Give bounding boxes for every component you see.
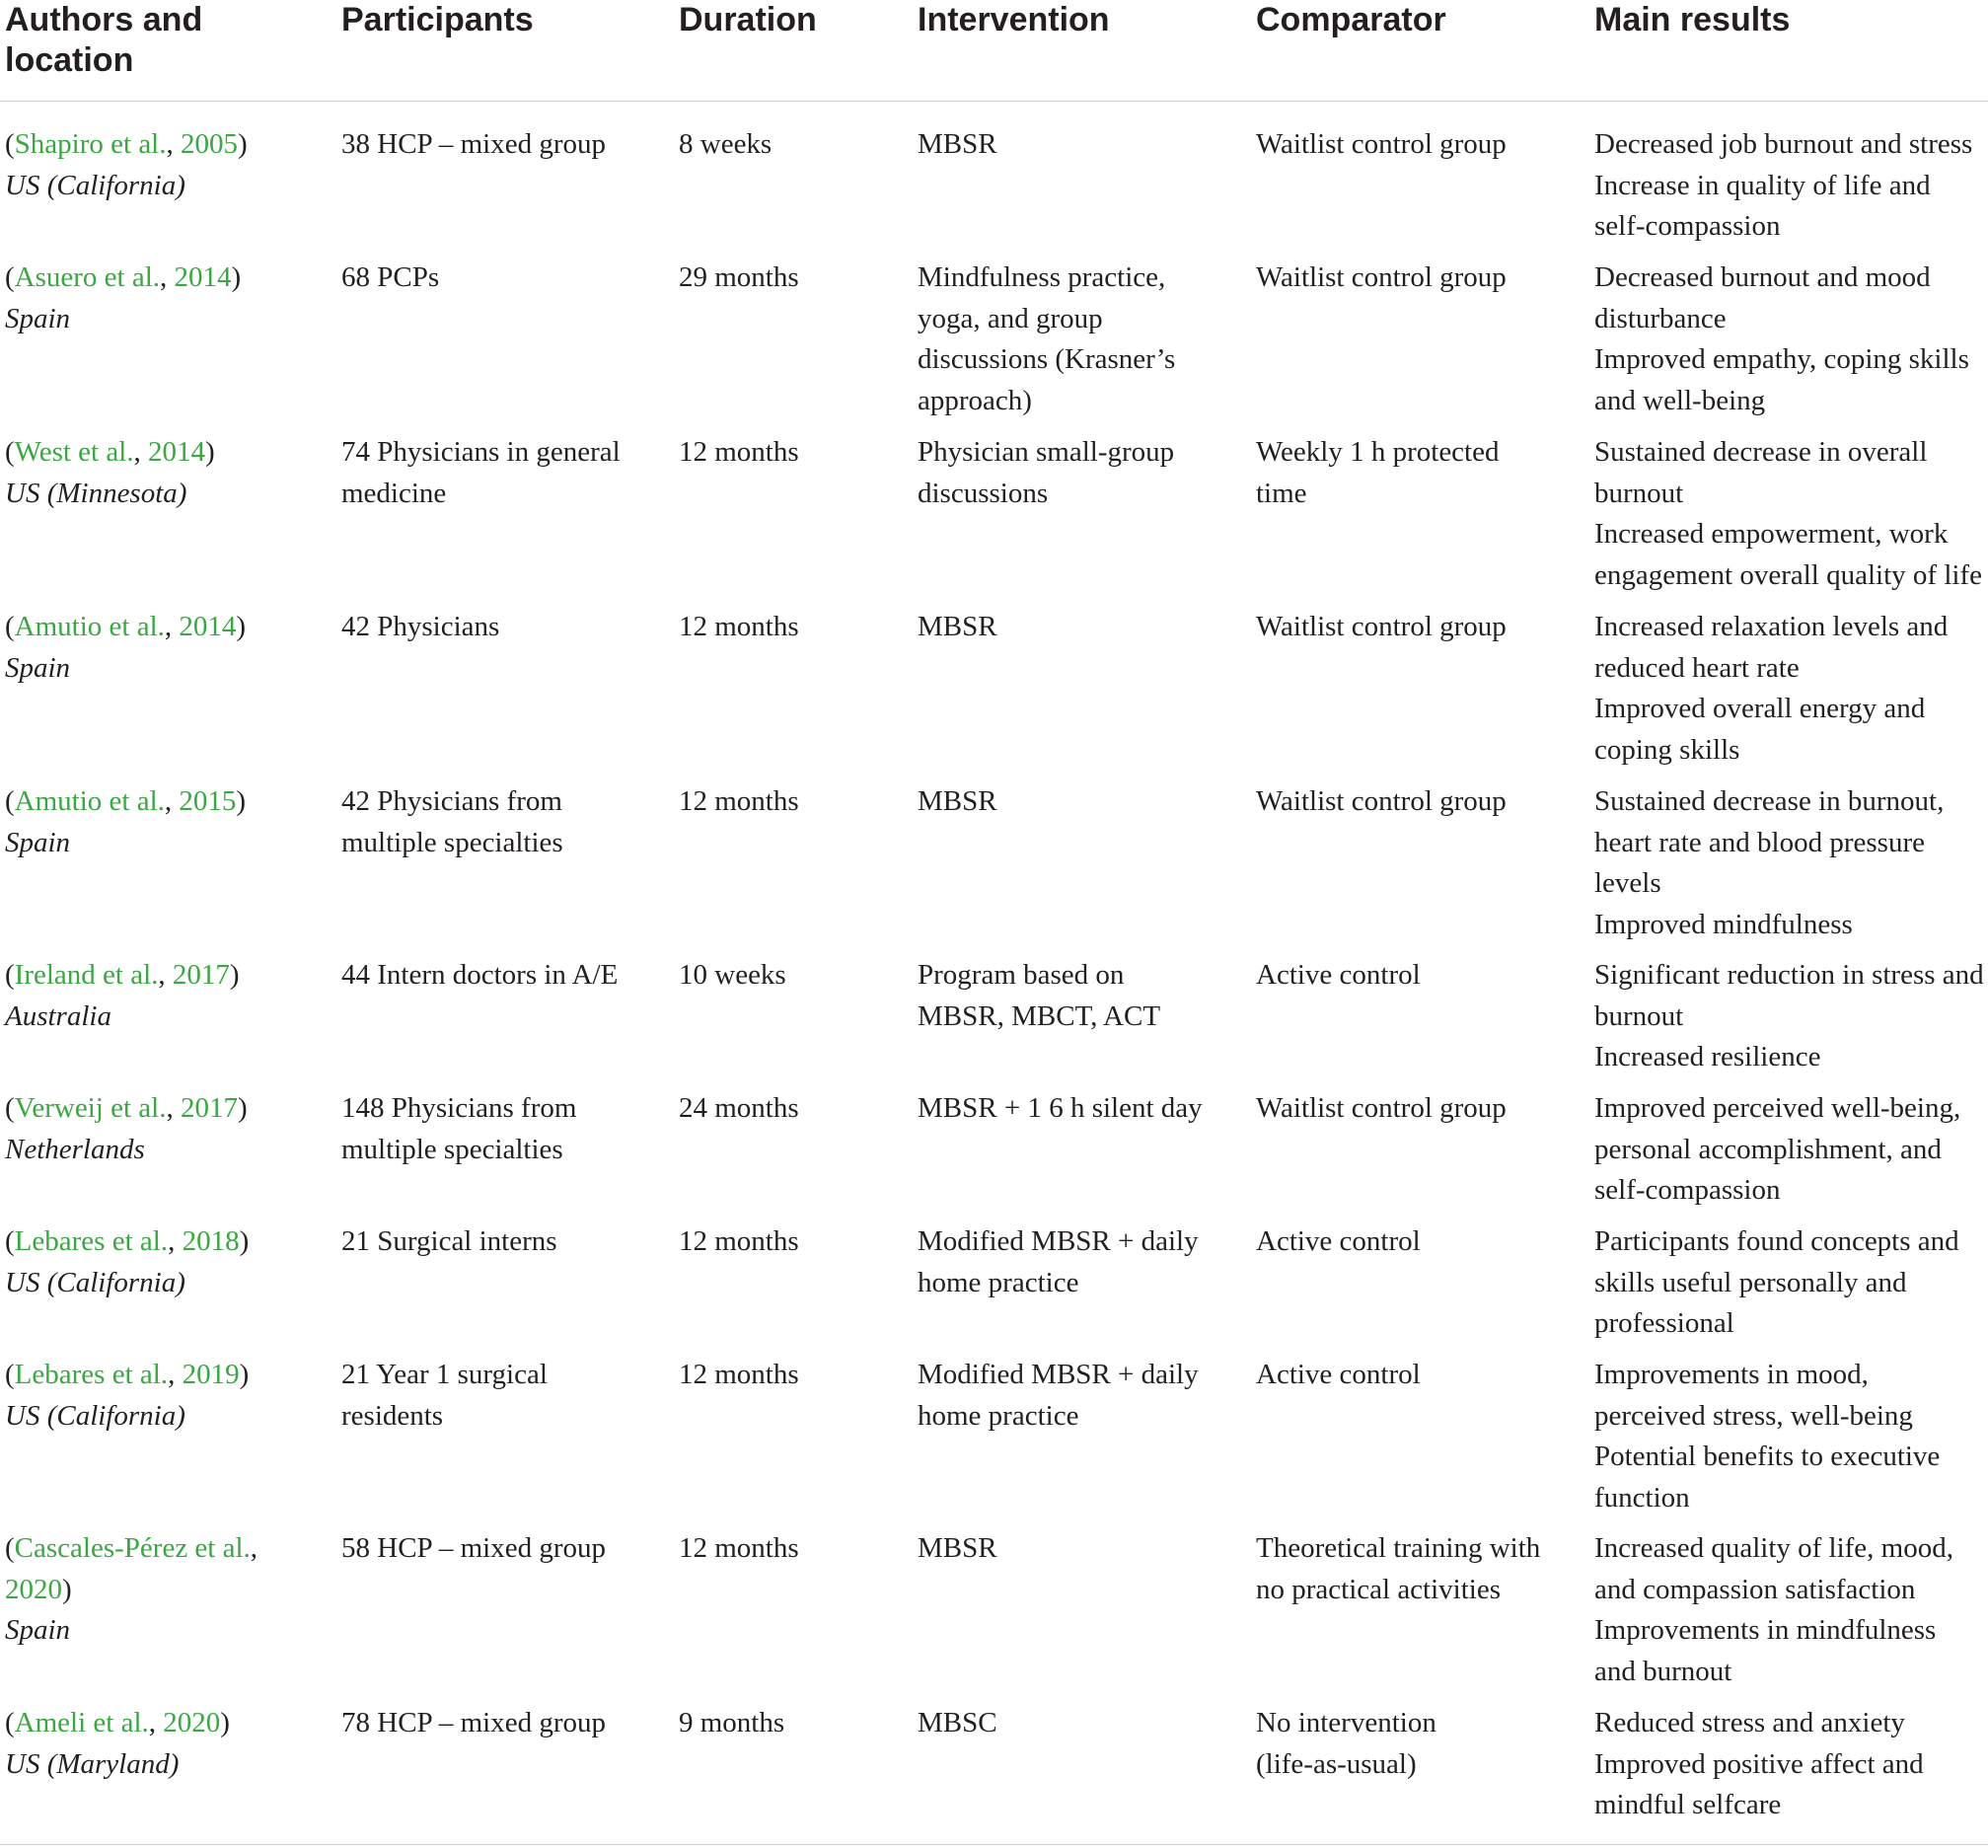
intervention-cell-line: Modified MBSR + daily — [918, 1359, 1199, 1390]
participants-cell-line: 148 Physicians from — [341, 1092, 577, 1124]
citation-year-link[interactable]: 2017 — [180, 1092, 238, 1124]
results-cell-line: Increased empowerment, work — [1594, 518, 1949, 550]
comparator-cell-line: no practical activities — [1256, 1573, 1502, 1605]
citation-year-link[interactable]: 2020 — [163, 1707, 221, 1738]
intervention-cell-line: MBSR — [918, 128, 997, 160]
location: Netherlands — [5, 1133, 145, 1165]
citation-author-link[interactable]: Lebares et al. — [14, 1225, 169, 1257]
author-cell — [5, 955, 331, 1037]
citation-separator: , — [168, 1225, 183, 1257]
participants-cell-line: 68 PCPs — [341, 261, 440, 293]
citation-separator: , — [164, 785, 180, 817]
results-cell-line: Decreased burnout and mood — [1594, 261, 1931, 293]
intervention-cell-line: MBSR, MBCT, ACT — [918, 999, 1161, 1032]
results-cell-line: Improved positive affect and — [1594, 1747, 1924, 1780]
intervention-cell — [918, 1221, 1243, 1303]
results-cell-line: self-compassion — [1594, 1174, 1781, 1206]
citation-author-link[interactable]: Shapiro et al. — [14, 128, 167, 160]
header-authors — [5, 0, 331, 81]
comparator-cell — [1256, 124, 1582, 166]
citation-paren: ( — [5, 128, 15, 160]
intervention-cell-line: discussions (Krasner’s — [918, 343, 1176, 375]
results-cell-line: burnout — [1594, 477, 1684, 509]
citation-line — [5, 1703, 331, 1744]
results-cell-line: and burnout — [1594, 1655, 1732, 1687]
comparator-cell-line: (life-as-usual) — [1256, 1747, 1417, 1780]
comparator-cell-line: time — [1256, 477, 1307, 509]
results-cell-line: personal accomplishment, and — [1594, 1133, 1942, 1165]
results-cell-line: Improved mindfulness — [1594, 908, 1853, 940]
citation-author-link[interactable]: Ameli et al. — [14, 1707, 149, 1738]
author-cell — [5, 607, 331, 689]
citation-line — [5, 1355, 331, 1396]
intervention-cell-line: discussions — [918, 477, 1049, 509]
citation-year-link[interactable]: 2017 — [172, 959, 230, 991]
header-authors-line: Authors and — [5, 1, 203, 38]
location: US (California) — [5, 1266, 185, 1298]
participants-cell-line: 58 HCP – mixed group — [341, 1532, 606, 1564]
intervention-cell-line: MBSR — [918, 1532, 997, 1564]
results-cell-line: Improved empathy, coping skills — [1594, 343, 1969, 375]
results-cell-line: Participants found concepts and — [1594, 1225, 1959, 1257]
author-cell — [5, 1703, 331, 1785]
citation-paren: ( — [5, 261, 15, 293]
participants-cell — [341, 1528, 667, 1570]
duration-cell — [679, 1221, 906, 1263]
participants-cell-line: 44 Intern doctors in A/E — [341, 959, 619, 991]
citation-paren: ) — [236, 611, 247, 642]
participants-cell — [341, 1703, 667, 1744]
comparator-cell — [1256, 1088, 1582, 1130]
results-cell-line: Increased resilience — [1594, 1041, 1821, 1072]
results-cell-line: Increased relaxation levels and — [1594, 611, 1949, 642]
duration-cell — [679, 1528, 906, 1570]
citation-line — [5, 781, 331, 823]
participants-cell-line: medicine — [341, 477, 447, 509]
author-cell — [5, 1088, 331, 1170]
table-header — [0, 0, 1988, 103]
results-cell-line: Sustained decrease in overall — [1594, 436, 1928, 468]
citation-author-link[interactable]: Amutio et al. — [14, 611, 165, 642]
citation-year-link[interactable]: 2019 — [182, 1359, 240, 1390]
participants-cell — [341, 1088, 667, 1170]
citation-line — [5, 1088, 331, 1130]
header-main-results: Main results — [1594, 1, 1791, 38]
participants-cell-line: 78 HCP – mixed group — [341, 1707, 606, 1738]
intervention-cell — [918, 607, 1243, 648]
duration-cell-line: 29 months — [679, 261, 799, 293]
duration-cell — [679, 781, 906, 823]
results-cell-line: Improvements in mood, — [1594, 1359, 1869, 1390]
comparator-cell — [1256, 258, 1582, 299]
results-cell-line: and compassion satisfaction — [1594, 1573, 1916, 1605]
results-cell-line: heart rate and blood pressure — [1594, 826, 1925, 858]
comparator-cell-line: Waitlist control group — [1256, 261, 1507, 293]
citation-separator: , — [166, 128, 181, 160]
results-cell-line: function — [1594, 1481, 1690, 1514]
duration-cell-line: 12 months — [679, 1359, 799, 1390]
results-cell-line: perceived stress, well-being — [1594, 1399, 1913, 1432]
participants-cell — [341, 781, 667, 863]
intervention-cell — [918, 124, 1243, 166]
results-cell-line: Improvements in mindfulness — [1594, 1614, 1937, 1646]
comparator-cell-line: Waitlist control group — [1256, 1092, 1507, 1124]
comparator-cell-line: Waitlist control group — [1256, 785, 1507, 817]
results-cell — [1594, 124, 1984, 248]
results-cell — [1594, 955, 1984, 1078]
results-cell — [1594, 1355, 1984, 1518]
citation-line — [5, 432, 331, 474]
participants-cell-line: residents — [341, 1399, 444, 1432]
intervention-cell-line: MBSR + 1 6 h silent day — [918, 1092, 1203, 1124]
comparator-cell-line: Active control — [1256, 1225, 1421, 1257]
comparator-cell-line: Active control — [1256, 959, 1421, 991]
citation-paren: ) — [236, 785, 247, 817]
participants-cell-line: 21 Surgical interns — [341, 1225, 557, 1257]
participants-cell — [341, 1355, 667, 1437]
participants-cell — [341, 1221, 667, 1263]
intervention-cell — [918, 1703, 1243, 1744]
author-cell — [5, 432, 331, 514]
comparator-cell — [1256, 1221, 1582, 1263]
duration-cell-line: 9 months — [679, 1707, 785, 1738]
citation-author-link[interactable]: Asuero et al. — [14, 261, 161, 293]
intervention-cell — [918, 1528, 1243, 1570]
duration-cell — [679, 432, 906, 474]
citation-author-link[interactable]: Lebares et al. — [14, 1359, 169, 1390]
citation-paren: ( — [5, 1092, 15, 1124]
intervention-cell — [918, 1088, 1243, 1130]
citation-line — [5, 1221, 331, 1263]
author-cell — [5, 1355, 331, 1437]
citation-paren: ) — [231, 261, 242, 293]
citation-separator: , — [133, 436, 149, 468]
comparator-cell-line: Active control — [1256, 1359, 1421, 1390]
results-cell-line: Improved overall energy and — [1594, 693, 1926, 724]
location: Australia — [5, 999, 111, 1032]
results-cell-line: mindful selfcare — [1594, 1789, 1782, 1820]
intervention-cell — [918, 1355, 1243, 1437]
comparator-cell — [1256, 1355, 1582, 1396]
location: US (Minnesota) — [5, 477, 187, 509]
results-cell-line: Increase in quality of life and — [1594, 169, 1931, 201]
citation-separator: , — [160, 261, 175, 293]
results-cell — [1594, 607, 1984, 771]
intervention-cell — [918, 432, 1243, 514]
header-authors-line: location — [5, 41, 134, 79]
intervention-cell — [918, 781, 1243, 823]
participants-cell-line: 74 Physicians in general — [341, 436, 621, 468]
citation-line — [5, 1528, 331, 1570]
intervention-cell-line: MBSC — [918, 1707, 997, 1738]
location: US (California) — [5, 1399, 185, 1432]
location: US (California) — [5, 169, 185, 201]
participants-cell-line: 38 HCP – mixed group — [341, 128, 606, 160]
duration-cell-line: 10 weeks — [679, 959, 786, 991]
citation-paren: ( — [5, 1707, 15, 1738]
citation-year-link[interactable]: 2014 — [148, 436, 206, 468]
header-rule — [0, 101, 1988, 102]
duration-cell — [679, 124, 906, 166]
intervention-cell-line: Program based on — [918, 959, 1125, 991]
citation-line — [5, 955, 331, 997]
duration-cell — [679, 1355, 906, 1396]
citation-author-link[interactable]: Ireland et al. — [14, 959, 159, 991]
results-cell-line: reduced heart rate — [1594, 651, 1800, 684]
citation-paren: ) — [229, 959, 240, 991]
location: Spain — [5, 651, 71, 684]
duration-cell-line: 8 weeks — [679, 128, 773, 160]
citation-separator: , — [164, 611, 180, 642]
citation-paren: ( — [5, 785, 15, 817]
location: Spain — [5, 302, 71, 334]
participants-cell-line: multiple specialties — [341, 826, 563, 858]
header-duration: Duration — [679, 1, 817, 38]
duration-cell-line: 12 months — [679, 1225, 799, 1257]
citation-year-link[interactable]: 2014 — [174, 261, 232, 293]
intervention-cell-line: Physician small-group — [918, 436, 1175, 468]
results-cell-line: Improved perceived well-being, — [1594, 1092, 1961, 1124]
citation-paren: ( — [5, 1225, 15, 1257]
citation-paren: ( — [5, 611, 15, 642]
results-cell — [1594, 258, 1984, 421]
citation-separator: , — [148, 1707, 164, 1738]
results-cell-line: engagement overall quality of life — [1594, 558, 1982, 591]
intervention-cell-line: home practice — [918, 1266, 1079, 1298]
duration-cell-line: 12 months — [679, 785, 799, 817]
results-cell — [1594, 781, 1984, 945]
intervention-cell-line: home practice — [918, 1399, 1079, 1432]
participants-cell-line: 42 Physicians — [341, 611, 500, 642]
results-cell-line: self-compassion — [1594, 210, 1781, 242]
participants-cell-line: 21 Year 1 surgical — [341, 1359, 548, 1390]
citation-paren: ) — [237, 1092, 248, 1124]
citation-author-link[interactable]: West et al. — [14, 436, 134, 468]
results-cell-line: and well-being — [1594, 384, 1766, 416]
comparator-cell-line: No intervention — [1256, 1707, 1436, 1738]
citation-paren: ( — [5, 436, 15, 468]
citation-author-link[interactable]: Cascales-Pérez et al. — [14, 1532, 251, 1564]
intervention-cell — [918, 955, 1243, 1037]
intervention-cell-line: Modified MBSR + daily — [918, 1225, 1199, 1257]
duration-cell-line: 12 months — [679, 611, 799, 642]
header-intervention: Intervention — [918, 1, 1110, 38]
duration-cell — [679, 607, 906, 648]
results-cell — [1594, 1221, 1984, 1345]
header-participants: Participants — [341, 1, 534, 38]
comparator-cell — [1256, 1528, 1582, 1610]
citation-separator: , — [168, 1359, 183, 1390]
citation-separator: , — [250, 1532, 258, 1564]
intervention-cell-line: approach) — [918, 384, 1032, 416]
bottom-rule — [0, 1844, 1988, 1845]
intervention-cell-line: Mindfulness practice, — [918, 261, 1166, 293]
comparator-cell-line: Waitlist control group — [1256, 128, 1507, 160]
results-cell-line: Potential benefits to executive — [1594, 1441, 1941, 1472]
participants-cell — [341, 258, 667, 299]
citation-line — [5, 124, 331, 166]
citation-paren: ) — [205, 436, 215, 468]
results-cell-line: Significant reduction in stress and — [1594, 959, 1984, 991]
citation-line — [5, 1570, 331, 1611]
citation-line — [5, 258, 331, 299]
results-cell-line: Sustained decrease in burnout, — [1594, 785, 1945, 817]
citation-paren: ( — [5, 959, 15, 991]
citation-paren: ) — [238, 128, 248, 160]
results-cell-line: skills useful personally and — [1594, 1266, 1907, 1298]
duration-cell — [679, 955, 906, 997]
citation-year-link[interactable]: 2015 — [179, 785, 237, 817]
duration-cell-line: 24 months — [679, 1092, 799, 1124]
intervention-cell — [918, 258, 1243, 421]
results-cell — [1594, 1528, 1984, 1692]
results-cell-line: coping skills — [1594, 733, 1740, 766]
comparator-cell-line: Waitlist control group — [1256, 611, 1507, 642]
duration-cell-line: 12 months — [679, 436, 799, 468]
duration-cell — [679, 258, 906, 299]
citation-author-link[interactable]: Amutio et al. — [14, 785, 165, 817]
citation-paren: ) — [239, 1225, 250, 1257]
comparator-cell — [1256, 432, 1582, 514]
comparator-cell — [1256, 781, 1582, 823]
participants-cell — [341, 955, 667, 997]
citation-paren: ) — [239, 1359, 250, 1390]
citation-separator: , — [166, 1092, 181, 1124]
results-cell — [1594, 1703, 1984, 1826]
citation-paren: ( — [5, 1359, 15, 1390]
results-cell-line: levels — [1594, 867, 1661, 899]
duration-cell-line: 12 months — [679, 1532, 799, 1564]
location: Spain — [5, 1614, 71, 1646]
results-cell — [1594, 1088, 1984, 1212]
participants-cell-line: multiple specialties — [341, 1133, 563, 1165]
results-cell-line: professional — [1594, 1307, 1734, 1339]
citation-year-link[interactable]: 2018 — [182, 1225, 240, 1257]
duration-cell — [679, 1088, 906, 1130]
citation-year-link[interactable]: 2020 — [5, 1573, 62, 1605]
header-comparator: Comparator — [1256, 1, 1446, 38]
participants-cell — [341, 432, 667, 514]
results-cell — [1594, 432, 1984, 596]
author-cell — [5, 1528, 331, 1652]
participants-cell — [341, 124, 667, 166]
duration-cell — [679, 1703, 906, 1744]
comparator-cell-line: Weekly 1 h protected — [1256, 436, 1500, 468]
citation-line — [5, 607, 331, 648]
comparator-cell — [1256, 955, 1582, 997]
intervention-cell-line: MBSR — [918, 785, 997, 817]
citation-paren: ( — [5, 1532, 15, 1564]
citation-year-link[interactable]: 2005 — [181, 128, 238, 160]
citation-author-link[interactable]: Verweij et al. — [14, 1092, 167, 1124]
results-cell-line: Increased quality of life, mood, — [1594, 1532, 1953, 1564]
author-cell — [5, 1221, 331, 1303]
citation-paren: ) — [62, 1573, 72, 1605]
location: Spain — [5, 826, 71, 858]
comparator-cell — [1256, 607, 1582, 648]
comparator-cell-line: Theoretical training with — [1256, 1532, 1541, 1564]
results-cell-line: Reduced stress and anxiety — [1594, 1707, 1905, 1738]
results-cell-line: disturbance — [1594, 302, 1727, 334]
intervention-cell-line: MBSR — [918, 611, 997, 642]
intervention-cell-line: yoga, and group — [918, 302, 1103, 334]
results-cell-line: burnout — [1594, 999, 1684, 1032]
participants-cell-line: 42 Physicians from — [341, 785, 562, 817]
author-cell — [5, 781, 331, 863]
citation-year-link[interactable]: 2014 — [179, 611, 237, 642]
citation-paren: ) — [220, 1707, 230, 1738]
participants-cell — [341, 607, 667, 648]
comparator-cell — [1256, 1703, 1582, 1785]
results-cell-line: Decreased job burnout and stress — [1594, 128, 1973, 160]
author-cell — [5, 124, 331, 206]
author-cell — [5, 258, 331, 339]
location: US (Maryland) — [5, 1747, 180, 1780]
citation-separator: , — [158, 959, 173, 991]
